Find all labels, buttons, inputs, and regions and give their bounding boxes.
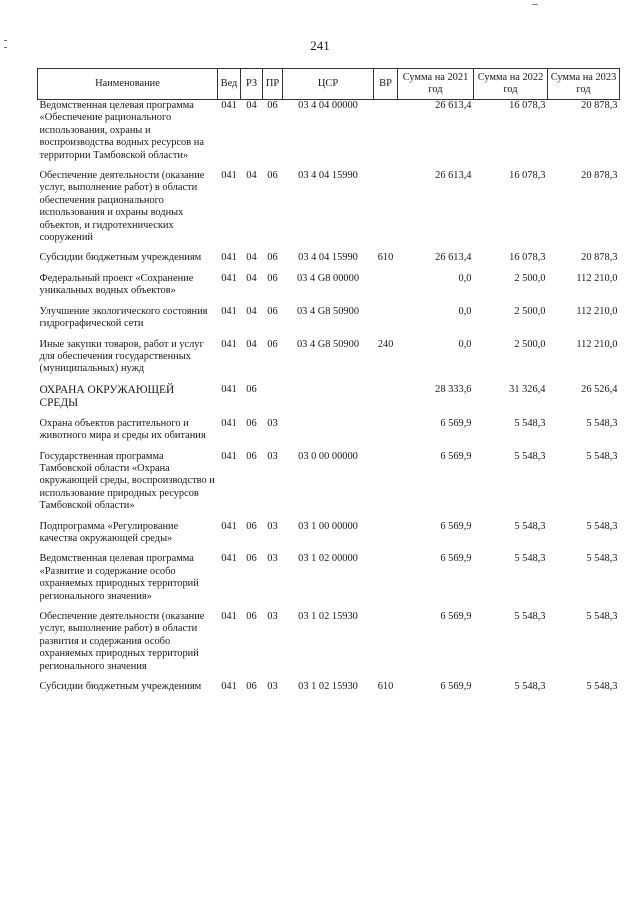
row-csr: 03 4 04 15990 [298,252,358,264]
row-sum-2022: 5 548,3 [514,450,546,462]
row-csr: 03 4 04 00000 [298,100,358,111]
row-sum-2023: 20 878,3 [581,170,618,182]
row-csr [283,384,374,418]
row-vr [374,170,398,252]
row-vr [374,100,398,171]
row-vr [374,521,398,554]
row-rz: 04 [246,272,257,284]
row-ved: 041 [221,100,237,111]
row-ved: 041 [221,272,237,284]
row-pr: 03 [267,553,278,565]
row-pr [263,384,283,418]
row-name: ОХРАНА ОКРУЖАЮЩЕЙ СРЕДЫ [39,383,175,409]
row-csr: 03 0 00 00000 [298,450,358,462]
header-rz: РЗ [241,69,263,100]
row-sum-2021: 6 569,9 [440,520,472,532]
row-ved: 041 [221,450,237,462]
row-rz: 06 [246,611,257,622]
row-rz: 06 [246,417,257,429]
header-ved: Вед [218,69,241,100]
row-sum-2023: 112 210,0 [576,272,618,284]
row-sum-2023: 112 210,0 [576,338,618,350]
row-sum-2021: 0,0 [458,305,472,317]
row-sum-2022: 2 500,0 [514,272,546,284]
row-ved: 041 [221,611,237,622]
row-rz: 04 [246,252,257,264]
row-sum-2021: 26 613,4 [435,100,472,111]
row-sum-2022: 2 500,0 [514,338,546,350]
header-sum-2023: Сумма на 2023 год [548,69,620,100]
row-vr [374,273,398,306]
row-vr: 240 [377,338,394,350]
row-csr: 03 4 G8 50900 [296,305,360,317]
scan-mark [532,4,538,5]
row-ved: 041 [221,417,237,429]
row-sum-2021: 28 333,6 [435,383,472,395]
row-sum-2023: 20 878,3 [581,252,618,264]
row-csr: 03 1 00 00000 [298,520,358,532]
row-rz: 06 [246,681,257,693]
table-row [38,252,620,272]
row-sum-2023: 20 878,3 [581,100,618,111]
row-ved: 041 [221,305,237,317]
header-pr: ПР [263,69,283,100]
table-row [38,384,620,418]
row-csr [283,418,374,451]
row-name: Государственная программа Тамбовской области «Охрана окружающей среды, воспроизводство и использование природных ресурсов Тамбовской области» [39,450,215,512]
row-rz: 06 [246,553,257,565]
table-row [38,521,620,554]
row-sum-2022: 5 548,3 [514,611,546,622]
row-pr: 06 [267,305,278,317]
row-sum-2023: 5 548,3 [586,520,618,532]
row-sum-2023: 5 548,3 [586,450,618,462]
table-row [38,418,620,451]
row-name: Субсидии бюджетным учреждениям [39,252,202,264]
table-row [38,339,620,384]
header-sum-2022: Сумма на 2022 год [474,69,548,100]
row-sum-2021: 26 613,4 [435,170,472,182]
row-ved: 041 [221,520,237,532]
row-ved: 041 [221,338,237,350]
table-row [38,451,620,521]
row-rz: 06 [246,383,257,395]
row-vr: 610 [377,681,394,693]
page-number: 241 [310,38,330,53]
row-sum-2022: 16 078,3 [509,170,546,182]
row-name: Ведомственная целевая программа «Развитие и содержание особо охраняемых природных территорий регионального значения» [39,553,199,602]
row-sum-2022: 16 078,3 [509,252,546,264]
row-pr: 06 [267,170,278,182]
table-header-row [38,69,620,100]
row-sum-2022: 5 548,3 [514,681,546,693]
table-row [38,611,620,681]
row-sum-2021: 6 569,9 [440,417,472,429]
row-ved: 041 [221,681,237,693]
row-pr: 03 [267,681,278,693]
row-sum-2022: 5 548,3 [514,417,546,429]
table-body [38,100,620,702]
row-ved: 041 [221,553,237,565]
table-row [38,100,620,171]
row-pr: 06 [267,100,278,111]
row-name: Улучшение экологического состояния гидрографической сети [39,305,208,330]
row-csr: 03 1 02 15930 [298,611,358,622]
row-sum-2021: 26 613,4 [435,252,472,264]
row-sum-2023: 5 548,3 [586,611,618,622]
table-row [38,273,620,306]
row-sum-2022: 5 548,3 [514,520,546,532]
row-vr [374,451,398,521]
row-name: Обеспечение деятельности (оказание услуг, выполнение работ) в области обеспечения рационального использования и охраны водных объектов, и гидротехнических сооружений [39,170,205,244]
row-rz: 06 [246,450,257,462]
row-vr [374,306,398,339]
row-pr: 06 [267,338,278,350]
header-name: Наименование [38,69,218,100]
row-csr: 03 4 G8 50900 [296,338,360,350]
row-ved: 041 [221,252,237,264]
row-rz: 04 [246,305,257,317]
row-name: Обеспечение деятельности (оказание услуг, выполнение работ) в области развития и содержания особо охраняемых природных территорий регионального значения [39,611,205,672]
table-row [38,306,620,339]
row-name: Подпрограмма «Регулирование качества окружающей среды» [39,520,179,544]
row-name: Иные закупки товаров, работ и услуг для обеспечения государственных (муниципальных) нужд [39,338,204,375]
row-pr: 03 [267,611,278,622]
row-sum-2021: 6 569,9 [440,681,472,693]
row-csr: 03 1 02 15930 [298,681,358,693]
row-sum-2022: 5 548,3 [514,553,546,565]
row-csr: 03 4 G8 00000 [296,272,360,284]
row-pr: 06 [267,272,278,284]
row-rz: 04 [246,170,257,182]
row-ved: 041 [221,383,237,395]
row-name: Субсидии бюджетным учреждениям [39,681,202,693]
row-vr [374,611,398,681]
row-vr [374,418,398,451]
header-vr: ВР [374,69,398,100]
row-sum-2023: 26 526,4 [581,383,618,395]
table-row [38,170,620,252]
row-sum-2023: 5 548,3 [586,681,618,693]
row-ved: 041 [221,170,237,182]
row-pr: 03 [267,450,278,462]
budget-table [37,68,620,701]
row-sum-2022: 16 078,3 [509,100,546,111]
row-sum-2021: 6 569,9 [440,450,472,462]
row-sum-2023: 112 210,0 [576,305,618,317]
row-name: Ведомственная целевая программа «Обеспечение рационального использования, охраны и воспроизводства водных ресурсов на территории Тамбовской области» [39,100,204,161]
row-sum-2021: 6 569,9 [440,553,472,565]
row-rz: 06 [246,520,257,532]
row-rz: 04 [246,338,257,350]
row-sum-2022: 2 500,0 [514,305,546,317]
row-vr [374,553,398,611]
header-sum-2021: Сумма на 2021 год [398,69,474,100]
table-row [38,553,620,611]
header-csr: ЦСР [283,69,374,100]
row-pr: 03 [267,417,278,429]
row-vr [374,384,398,418]
row-sum-2023: 5 548,3 [586,553,618,565]
row-pr: 03 [267,520,278,532]
row-csr: 03 4 04 15990 [298,170,358,182]
row-sum-2021: 0,0 [458,338,472,350]
row-rz: 04 [246,100,257,111]
row-vr: 610 [377,252,394,264]
row-name: Федеральный проект «Сохранение уникальных водных объектов» [39,272,194,297]
row-sum-2023: 5 548,3 [586,417,618,429]
row-pr: 06 [267,252,278,264]
row-csr: 03 1 02 00000 [298,553,358,565]
row-name: Охрана объектов растительного и животного мира и среды их обитания [39,417,206,442]
row-sum-2021: 0,0 [458,272,472,284]
row-sum-2022: 31 326,4 [509,383,546,395]
row-sum-2021: 6 569,9 [440,611,472,622]
table-row [38,681,620,701]
